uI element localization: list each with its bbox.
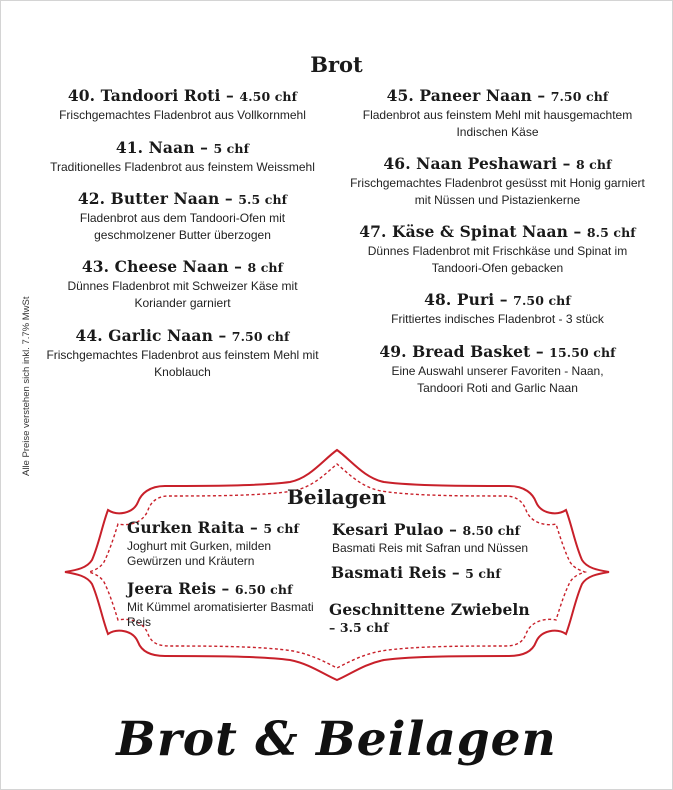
item-name: 49. Bread Basket — [379, 342, 531, 361]
item-name: Jeera Reis — [127, 579, 217, 598]
item-price: 5 chf — [263, 521, 299, 536]
menu-item: 40. Tandoori Roti – 4.50 chf Frischgemachtes Fladenbrot aus Vollkornmehl — [20, 86, 345, 124]
item-price: 8 chf — [247, 260, 284, 275]
item-name: 40. Tandoori Roti — [67, 86, 221, 105]
item-description: Frittiertes indisches Fladenbrot - 3 stück — [391, 312, 604, 326]
price-note: Alle Preise verstehen sich inkl. 7.7% MwSt — [21, 296, 32, 476]
item-price: 3.5 chf — [339, 620, 389, 635]
menu-item: 44. Garlic Naan – 7.50 chf Frischgemachtes Fladenbrot aus feinstem Mehl mit Knoblauch — [20, 326, 345, 380]
item-name: 47. Käse & Spinat Naan — [359, 222, 569, 241]
menu-item: 48. Puri – 7.50 chf Frittiertes indisches Fladenbrot - 3 stück — [342, 290, 653, 328]
beilagen-heading: Beilagen — [286, 485, 387, 509]
side-item: Basmati Reis – 5 chf — [331, 563, 501, 582]
item-description: Frischgemachtes Fladenbrot gesüsst mit Honig garniert mit Nüssen und Pistazienkerne — [350, 176, 645, 207]
item-description: Frischgemachtes Fladenbrot aus Vollkornmehl — [59, 108, 306, 122]
item-description: Dünnes Fladenbrot mit Frischkäse und Spinat im Tandoori-Ofen gebacken — [367, 244, 628, 275]
item-price: 5 chf — [213, 141, 250, 156]
item-description: Mit Kümmel aromatisierter Basmati Reis — [127, 600, 314, 629]
item-price: 15.50 chf — [549, 345, 616, 360]
item-name: Geschnittene Zwiebeln — [329, 600, 530, 619]
item-description: Fladenbrot aus feinstem Mehl mit hausgemachtem Indischen Käse — [362, 108, 633, 139]
side-item: Gurken Raita – 5 chf Joghurt mit Gurken, milden Gewürzen und Kräutern — [127, 518, 317, 569]
menu-item: 46. Naan Peshawari – 8 chf Frischgemachtes Fladenbrot gesüsst mit Honig garniert mit Nüssen und Pistazienkerne — [342, 154, 653, 208]
side-item: Kesari Pulao – 8.50 chf Basmati Reis mit Safran und Nüssen — [332, 520, 572, 556]
item-price: 5.5 chf — [238, 192, 288, 207]
item-description: Traditionelles Fladenbrot aus feinstem Weissmehl — [50, 160, 315, 174]
menu-item: 45. Paneer Naan – 7.50 chf Fladenbrot aus feinstem Mehl mit hausgemachtem Indischen Käse — [342, 86, 653, 140]
item-name: Gurken Raita — [127, 518, 245, 537]
item-price: 6.50 chf — [234, 582, 293, 597]
item-price: 7.50 chf — [550, 89, 609, 104]
brot-heading: Brot — [310, 52, 363, 77]
item-description: Eine Auswahl unserer Favoriten - Naan, Tandoori Roti and Garlic Naan — [391, 364, 604, 395]
menu-item: 43. Cheese Naan – 8 chf Dünnes Fladenbrot mit Schweizer Käse mit Koriander garniert — [20, 257, 345, 311]
item-name: 46. Naan Peshawari — [383, 154, 558, 173]
item-name: 42. Butter Naan — [77, 189, 220, 208]
item-name: 43. Cheese Naan — [81, 257, 229, 276]
item-name: 48. Puri — [424, 290, 495, 309]
item-price: 8 chf — [575, 157, 612, 172]
item-name: Kesari Pulao — [332, 520, 444, 539]
side-item: Geschnittene Zwiebeln – 3.5 chf — [329, 600, 530, 635]
item-description: Dünnes Fladenbrot mit Schweizer Käse mit Koriander garniert — [67, 279, 298, 310]
item-name: 44. Garlic Naan — [75, 326, 213, 345]
item-name: 45. Paneer Naan — [386, 86, 532, 105]
item-price: 4.50 chf — [239, 89, 298, 104]
item-name: Basmati Reis — [331, 563, 447, 582]
item-price: 8.50 chf — [462, 523, 521, 538]
item-description: Basmati Reis mit Safran und Nüssen — [332, 541, 529, 555]
item-description: Joghurt mit Gurken, milden Gewürzen und Kräutern — [127, 539, 272, 568]
page-footer-title: Brot & Beilagen — [116, 712, 557, 767]
menu-item: 47. Käse & Spinat Naan – 8.5 chf Dünnes Fladenbrot mit Frischkäse und Spinat im Tandoori-Ofen gebacken — [342, 222, 653, 276]
item-price: 8.5 chf — [586, 225, 636, 240]
side-item: Jeera Reis – 6.50 chf Mit Kümmel aromatisierter Basmati Reis — [127, 579, 317, 630]
item-description: Fladenbrot aus dem Tandoori-Ofen mit geschmolzener Butter überzogen — [79, 211, 286, 242]
menu-item: 41. Naan – 5 chf Traditionelles Fladenbrot aus feinstem Weissmehl — [20, 138, 345, 176]
menu-item: 49. Bread Basket – 15.50 chf Eine Auswahl unserer Favoriten - Naan, Tandoori Roti and Garlic Naan — [342, 342, 653, 396]
item-description: Frischgemachtes Fladenbrot aus feinstem Mehl mit Knoblauch — [46, 348, 319, 379]
item-price: 7.50 chf — [513, 293, 571, 308]
item-name: 41. Naan — [115, 138, 195, 157]
item-price: 5 chf — [465, 566, 501, 581]
item-price: 7.50 chf — [231, 329, 290, 344]
menu-item: 42. Butter Naan – 5.5 chf Fladenbrot aus dem Tandoori-Ofen mit geschmolzener Butter überzogen — [20, 189, 345, 243]
